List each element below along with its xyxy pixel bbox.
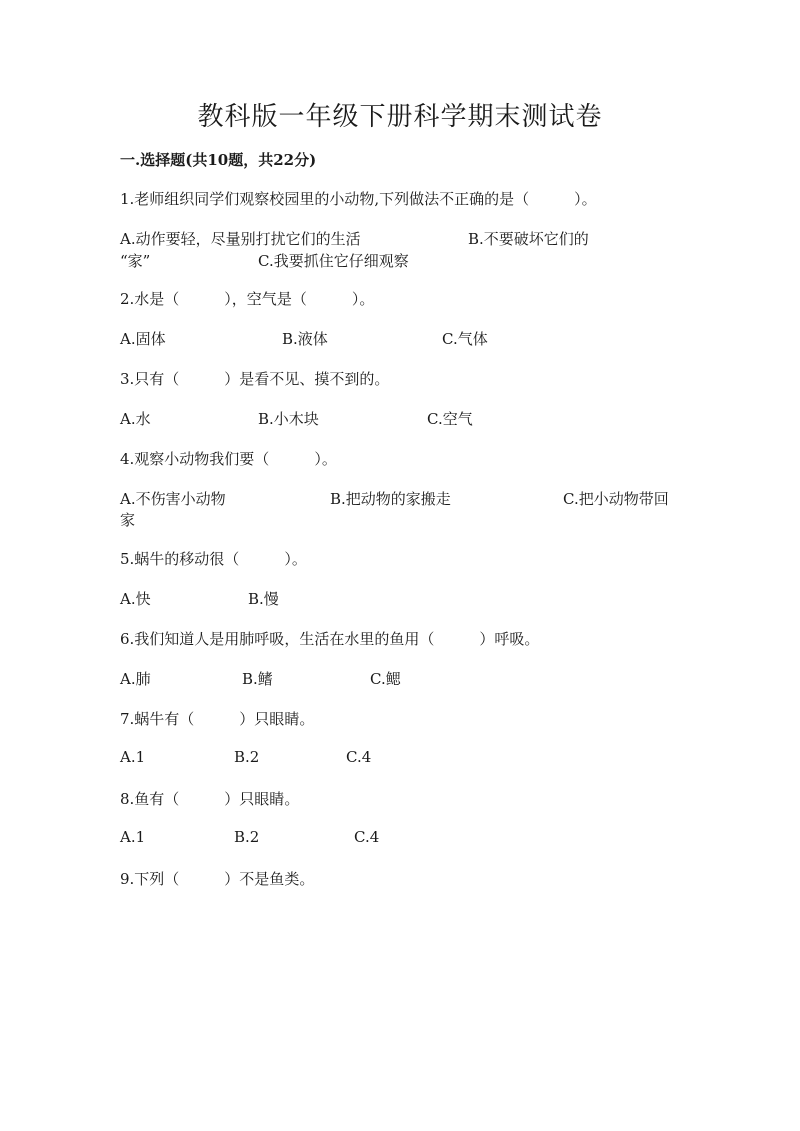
question-4-option-b: B.把动物的家搬走 [330,490,451,508]
question-8-option-a: A.1 [120,828,146,846]
question-3-option-b: B.小木块 [258,410,319,428]
question-2-option-a: A.固体 [120,330,166,348]
question-8-stem: 8.鱼有（ ）只眼睛。 [120,790,300,808]
question-5-stem: 5.蜗牛的移动很（ ）。 [120,550,307,568]
question-5-option-a: A.快 [120,590,151,608]
question-2-option-c: C.气体 [442,330,488,348]
question-4-option-c-continued: 家 [120,511,136,529]
question-8-option-b: B.2 [234,828,260,846]
question-4-option-c: C.把小动物带回 [563,490,669,508]
question-3-option-c: C.空气 [427,410,473,428]
question-2-option-b: B.液体 [282,330,328,348]
question-6-option-a: A.肺 [120,670,151,688]
question-9-stem: 9.下列（ ）不是鱼类。 [120,870,315,888]
question-6-option-b: B.鳍 [242,670,273,688]
question-7-option-a: A.1 [120,748,146,766]
question-1-option-a: A.动作要轻，尽量别打扰它们的生活 [120,230,361,248]
question-3-option-a: A.水 [120,410,151,428]
question-8-option-c: C.4 [354,828,380,846]
question-1-option-b: B.不要破坏它们的 [468,230,589,248]
question-7-stem: 7.蜗牛有（ ）只眼睛。 [120,710,315,728]
section-heading: 一.选择题(共10题，共22分) [120,151,317,169]
question-6-stem: 6.我们知道人是用肺呼吸，生活在水里的鱼用（ ）呼吸。 [120,630,540,648]
question-1-stem: 1.老师组织同学们观察校园里的小动物,下列做法不正确的是（ ）。 [120,190,597,208]
question-6-option-c: C.鳃 [370,670,401,688]
question-4-stem: 4.观察小动物我们要（ ）。 [120,450,337,468]
question-7-option-b: B.2 [234,748,260,766]
question-1-option-c: C.我要抓住它仔细观察 [258,252,409,270]
question-4-option-a: A.不伤害小动物 [120,490,226,508]
question-5-option-b: B.慢 [248,590,279,608]
question-1-option-b-continued: “家” [120,252,151,270]
question-2-stem: 2.水是（ ），空气是（ ）。 [120,290,375,308]
question-7-option-c: C.4 [346,748,372,766]
question-3-stem: 3.只有（ ）是看不见、摸不到的。 [120,370,390,388]
page-title: 教科版一年级下册科学期末测试卷 [197,102,603,132]
